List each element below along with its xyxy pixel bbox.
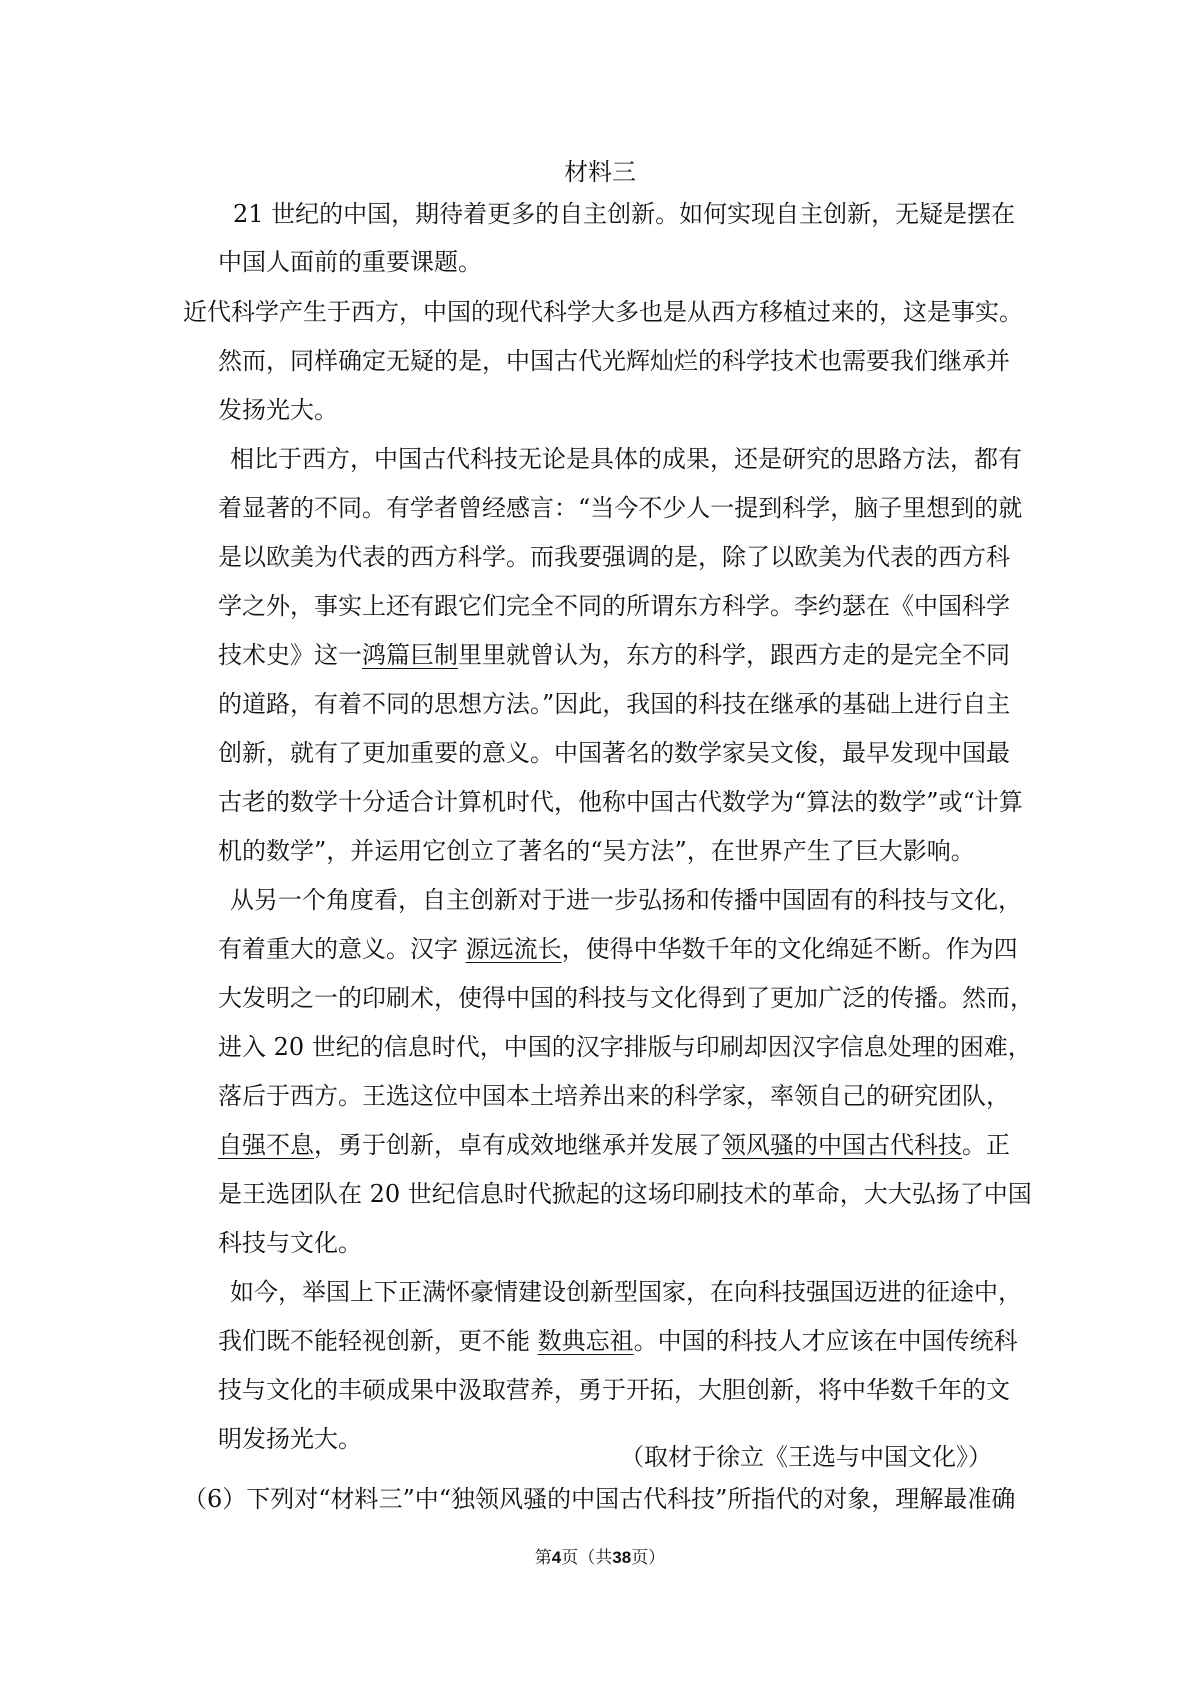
p4-line-2 (218, 932, 1018, 966)
underlined-term-hongpianjuzhi: 鸿篇巨制 (362, 641, 458, 669)
p4-line-3: 大发明之一的印刷术，使得中国的科技与文化得到了更加广泛的传播。然而， (218, 984, 1034, 1012)
underlined-term-lingfengsao: 领风骚的中国古代科技 (722, 1131, 962, 1159)
footer-suffix: 页） (631, 1548, 666, 1568)
p3-line-5 (218, 638, 1010, 672)
p4-line-6-text-a: ，勇于创新，卓有成效地继承并发展了 (314, 1131, 722, 1159)
underlined-term-shudianwangzu: 数典忘祖 (537, 1327, 634, 1355)
p2-line-3: 发扬光大。 (218, 396, 338, 424)
p4-line-2-text-b: ，使得中华数千年的文化绵延不断。作为四 (561, 935, 1018, 963)
underlined-term-yuanyuanliuchang: 源远流长 (465, 935, 562, 963)
p3-line-6: 的道路，有着不同的思想方法。”因此，我国的科技在继承的基础上进行自主 (218, 690, 1011, 718)
p3-line-8: 古老的数学十分适合计算机时代，他称中国古代数学为“算法的数学”或“计算 (218, 788, 1023, 816)
p5-line-1: 如今，举国上下正满怀豪情建设创新型国家，在向科技强国迈进的征途中， (230, 1278, 1022, 1306)
page-footer (0, 1546, 1200, 1570)
source-attribution: （取材于徐立《王选与中国文化》） (620, 1443, 992, 1471)
p4-line-7: 是王选团队在 20 世纪信息时代掀起的这场印刷技术的革命，大大弘扬了中国 (218, 1180, 1032, 1208)
p4-line-6-text-b: 。正 (962, 1131, 1010, 1159)
underlined-term-ziqiangbuxi: 自强不息 (218, 1131, 314, 1159)
p5-line-4: 明发扬光大。 (218, 1425, 362, 1453)
p5-line-2-text-b: 。中国的科技人才应该在中国传统科 (633, 1327, 1018, 1355)
footer-mid: 页（共 (561, 1548, 613, 1568)
p3-line-2: 着显著的不同。有学者曾经感言：“当今不少人一提到科学，脑子里想到的就 (218, 494, 1023, 522)
p1-line-1: 21 世纪的中国，期待着更多的自主创新。如何实现自主创新，无疑是摆在 (233, 200, 1016, 228)
p5-line-2-text-a: 我们既不能轻视创新，更不能 (218, 1327, 538, 1355)
p5-line-2 (218, 1324, 1018, 1358)
p3-line-4: 学之外，事实上还有跟它们完全不同的所谓东方科学。李约瑟在《中国科学 (218, 592, 1010, 620)
p4-line-1: 从另一个角度看，自主创新对于进一步弘扬和传播中国固有的科技与文化， (230, 886, 1022, 914)
p3-line-9: 机的数学”，并运用它创立了著名的“吴方法”，在世界产生了巨大影响。 (218, 837, 975, 865)
p5-line-3: 技与文化的丰硕成果中汲取营养，勇于开拓，大胆创新，将中华数千年的文 (218, 1376, 1010, 1404)
p4-line-8: 科技与文化。 (218, 1229, 362, 1257)
p3-line-5-text-a: 技术史》这一 (218, 641, 362, 669)
p1-line-2: 中国人面前的重要课题。 (218, 248, 482, 276)
p4-line-2-text-a: 有着重大的意义。汉字 (218, 935, 466, 963)
p3-line-5-text-b: 里里就曾认为，东方的科学，跟西方走的是完全不同 (458, 641, 1010, 669)
p4-line-4: 进入 20 世纪的信息时代，中国的汉字排版与印刷却因汉字信息处理的困难， (218, 1033, 1032, 1061)
p2-line-1: 近代科学产生于西方，中国的现代科学大多也是从西方移植过来的，这是事实。 (183, 298, 1023, 326)
p4-line-5: 落后于西方。王选这位中国本土培养出来的科学家，率领自己的研究团队， (218, 1082, 1010, 1110)
question-6: （6）下列对“材料三”中“独领风骚的中国古代科技”所指代的对象，理解最准确 (183, 1485, 1016, 1513)
footer-total-pages: 38 (612, 1548, 632, 1567)
footer-prefix: 第 (534, 1548, 552, 1568)
p4-line-6 (218, 1128, 1010, 1162)
footer-page-number: 4 (551, 1548, 562, 1567)
p2-line-2: 然而，同样确定无疑的是，中国古代光辉灿烂的科学技术也需要我们继承并 (218, 347, 1010, 375)
material-title: 材料三 (564, 158, 636, 186)
p3-line-1: 相比于西方，中国古代科技无论是具体的成果，还是研究的思路方法，都有 (230, 445, 1022, 473)
p3-line-3: 是以欧美为代表的西方科学。而我要强调的是，除了以欧美为代表的西方科 (218, 543, 1010, 571)
p3-line-7: 创新，就有了更加重要的意义。中国著名的数学家吴文俊，最早发现中国最 (218, 739, 1010, 767)
